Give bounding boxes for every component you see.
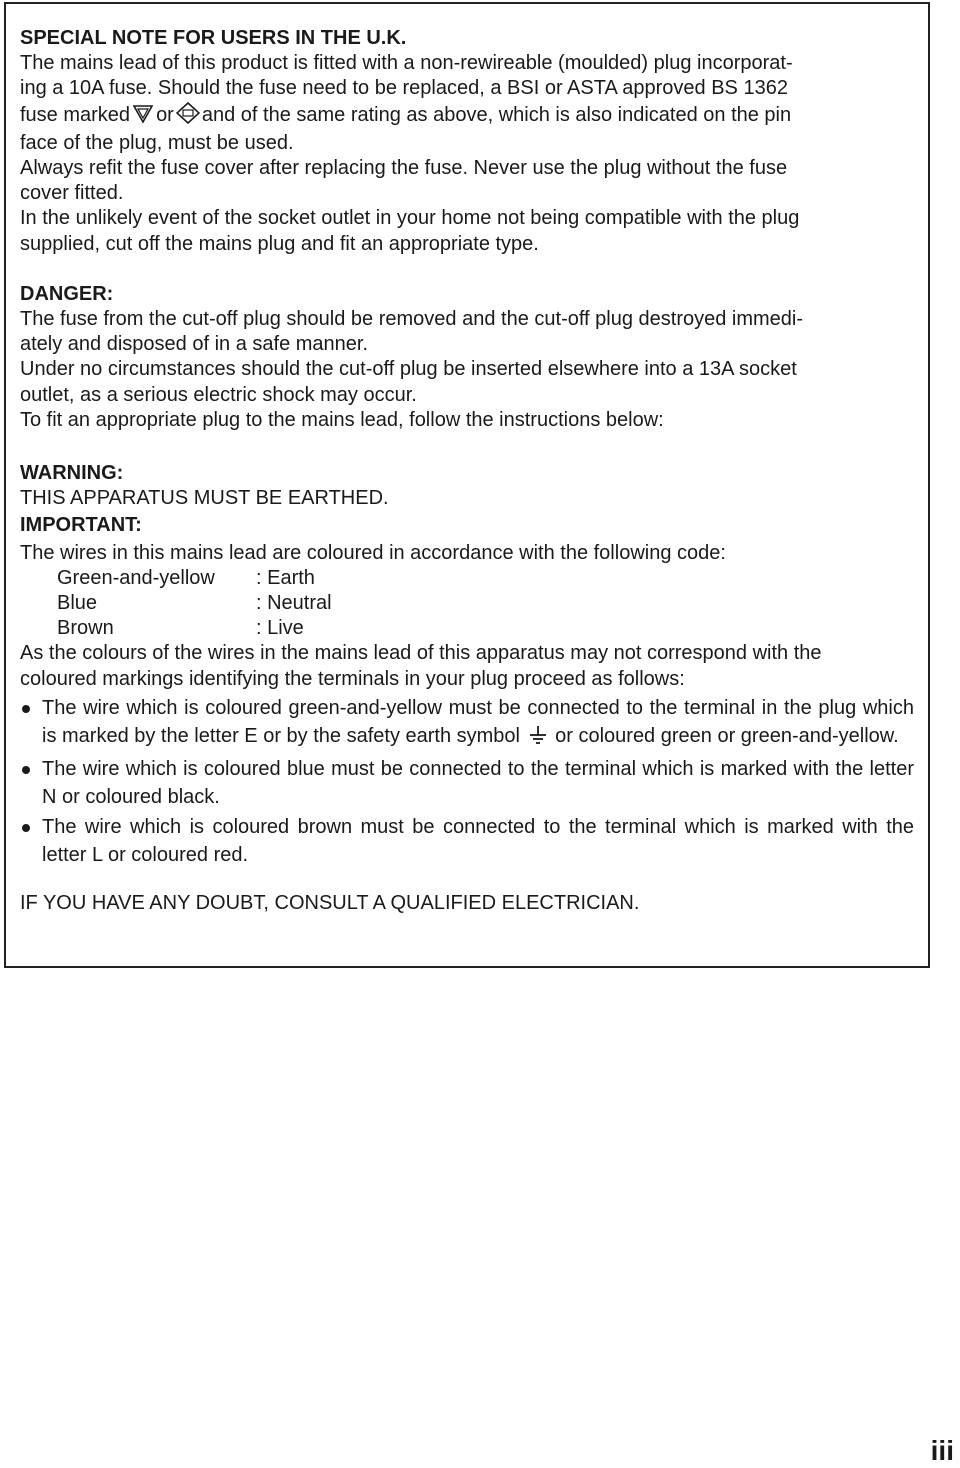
bullet-neutral-text: The wire which is coloured blue must be connected to the terminal which is marked with the letter N or coloured black. xyxy=(42,757,914,808)
wire-function: : Earth xyxy=(256,566,315,589)
terminal-note-line-1: As the colours of the wires in the mains lead of this apparatus may not correspond with the xyxy=(20,642,822,665)
list-item xyxy=(20,813,914,869)
special-note-line-2: ing a 10A fuse. Should the fuse need to be replaced, a BSI or ASTA approved BS 1362 xyxy=(20,77,788,100)
wire-colour: Blue xyxy=(57,592,98,615)
danger-line-2: ately and disposed of in a safe manner. xyxy=(20,333,369,356)
wire-function: : Live xyxy=(256,617,304,640)
danger-line-3: Under no circumstances should the cut-off plug be inserted elsewhere into a 13A socket xyxy=(20,358,797,381)
terminal-note-line-2: coloured markings identifying the terminals in your plug proceed as follows: xyxy=(20,667,685,690)
wire-colour: Green-and-yellow xyxy=(57,566,215,589)
bullet-icon xyxy=(22,766,30,774)
warning-text: THIS APPARATUS MUST BE EARTHED. xyxy=(20,487,389,510)
spacer xyxy=(20,869,914,891)
spacer xyxy=(20,257,914,282)
spacer xyxy=(20,433,914,461)
list-item xyxy=(20,694,914,753)
bullet-earth-text-a: The wire which is coloured green-and-yellow must be connected to the terminal in the plug which is marked by the letter E or by the safety earth symbol xyxy=(42,696,914,747)
bullet-live-text: The wire which is coloured brown must be connected to the terminal which is marked with the letter L or coloured red. xyxy=(42,815,914,866)
socket-outlet-line-1: In the unlikely event of the socket outlet in your home not being compatible with the plug xyxy=(20,207,800,230)
danger-line-5: To fit an appropriate plug to the mains lead, follow the instructions below: xyxy=(20,408,664,431)
important-heading: IMPORTANT: xyxy=(20,514,142,537)
wire-row-neutral xyxy=(20,591,914,616)
or-text: or xyxy=(156,103,174,126)
wire-row-earth xyxy=(20,566,914,591)
page-number: iii xyxy=(930,1435,954,1466)
special-note-line-3 xyxy=(20,102,914,131)
warning-heading: WARNING: xyxy=(20,462,124,485)
special-note-line-4: face of the plug, must be used. xyxy=(20,131,294,154)
wire-function: : Neutral xyxy=(256,592,332,615)
fuse-cover-line-1: Always refit the fuse cover after replacing the fuse. Never use the plug without the fuse xyxy=(20,157,788,180)
uk-plug-notice-box xyxy=(4,2,930,968)
list-item xyxy=(20,755,914,811)
danger-line-4: outlet, as a serious electric shock may occur. xyxy=(20,383,417,406)
same-rating-text: and of the same rating as above, which is also indicated on the pin xyxy=(201,103,792,126)
earth-symbol-icon xyxy=(528,725,548,753)
bullet-icon xyxy=(22,705,30,713)
wire-colour-table xyxy=(20,566,914,642)
bsi-kitemark-icon xyxy=(132,102,154,131)
consult-electrician-note: IF YOU HAVE ANY DOUBT, CONSULT A QUALIFIED ELECTRICIAN. xyxy=(20,891,640,914)
danger-line-1: The fuse from the cut-off plug should be removed and the cut-off plug destroyed immedi- xyxy=(20,308,804,331)
socket-outlet-line-2: supplied, cut off the mains plug and fit an appropriate type. xyxy=(20,232,539,255)
bullet-earth-text-b: or coloured green or green-and-yellow. xyxy=(555,724,899,747)
special-note-line-1: The mains lead of this product is fitted with a non-rewireable (moulded) plug incorporat- xyxy=(20,52,793,75)
bullet-icon xyxy=(22,824,30,832)
wire-colour: Brown xyxy=(57,617,114,640)
fuse-marked-text: fuse marked xyxy=(20,103,131,126)
wire-row-live xyxy=(20,616,914,641)
special-note-heading: SPECIAL NOTE FOR USERS IN THE U.K. xyxy=(20,27,407,49)
asta-mark-icon xyxy=(176,102,200,131)
danger-heading: DANGER: xyxy=(20,282,114,305)
wire-code-intro: The wires in this mains lead are coloured in accordance with the following code: xyxy=(20,541,726,564)
wiring-instructions-list xyxy=(20,694,914,869)
fuse-cover-line-2: cover fitted. xyxy=(20,182,124,205)
